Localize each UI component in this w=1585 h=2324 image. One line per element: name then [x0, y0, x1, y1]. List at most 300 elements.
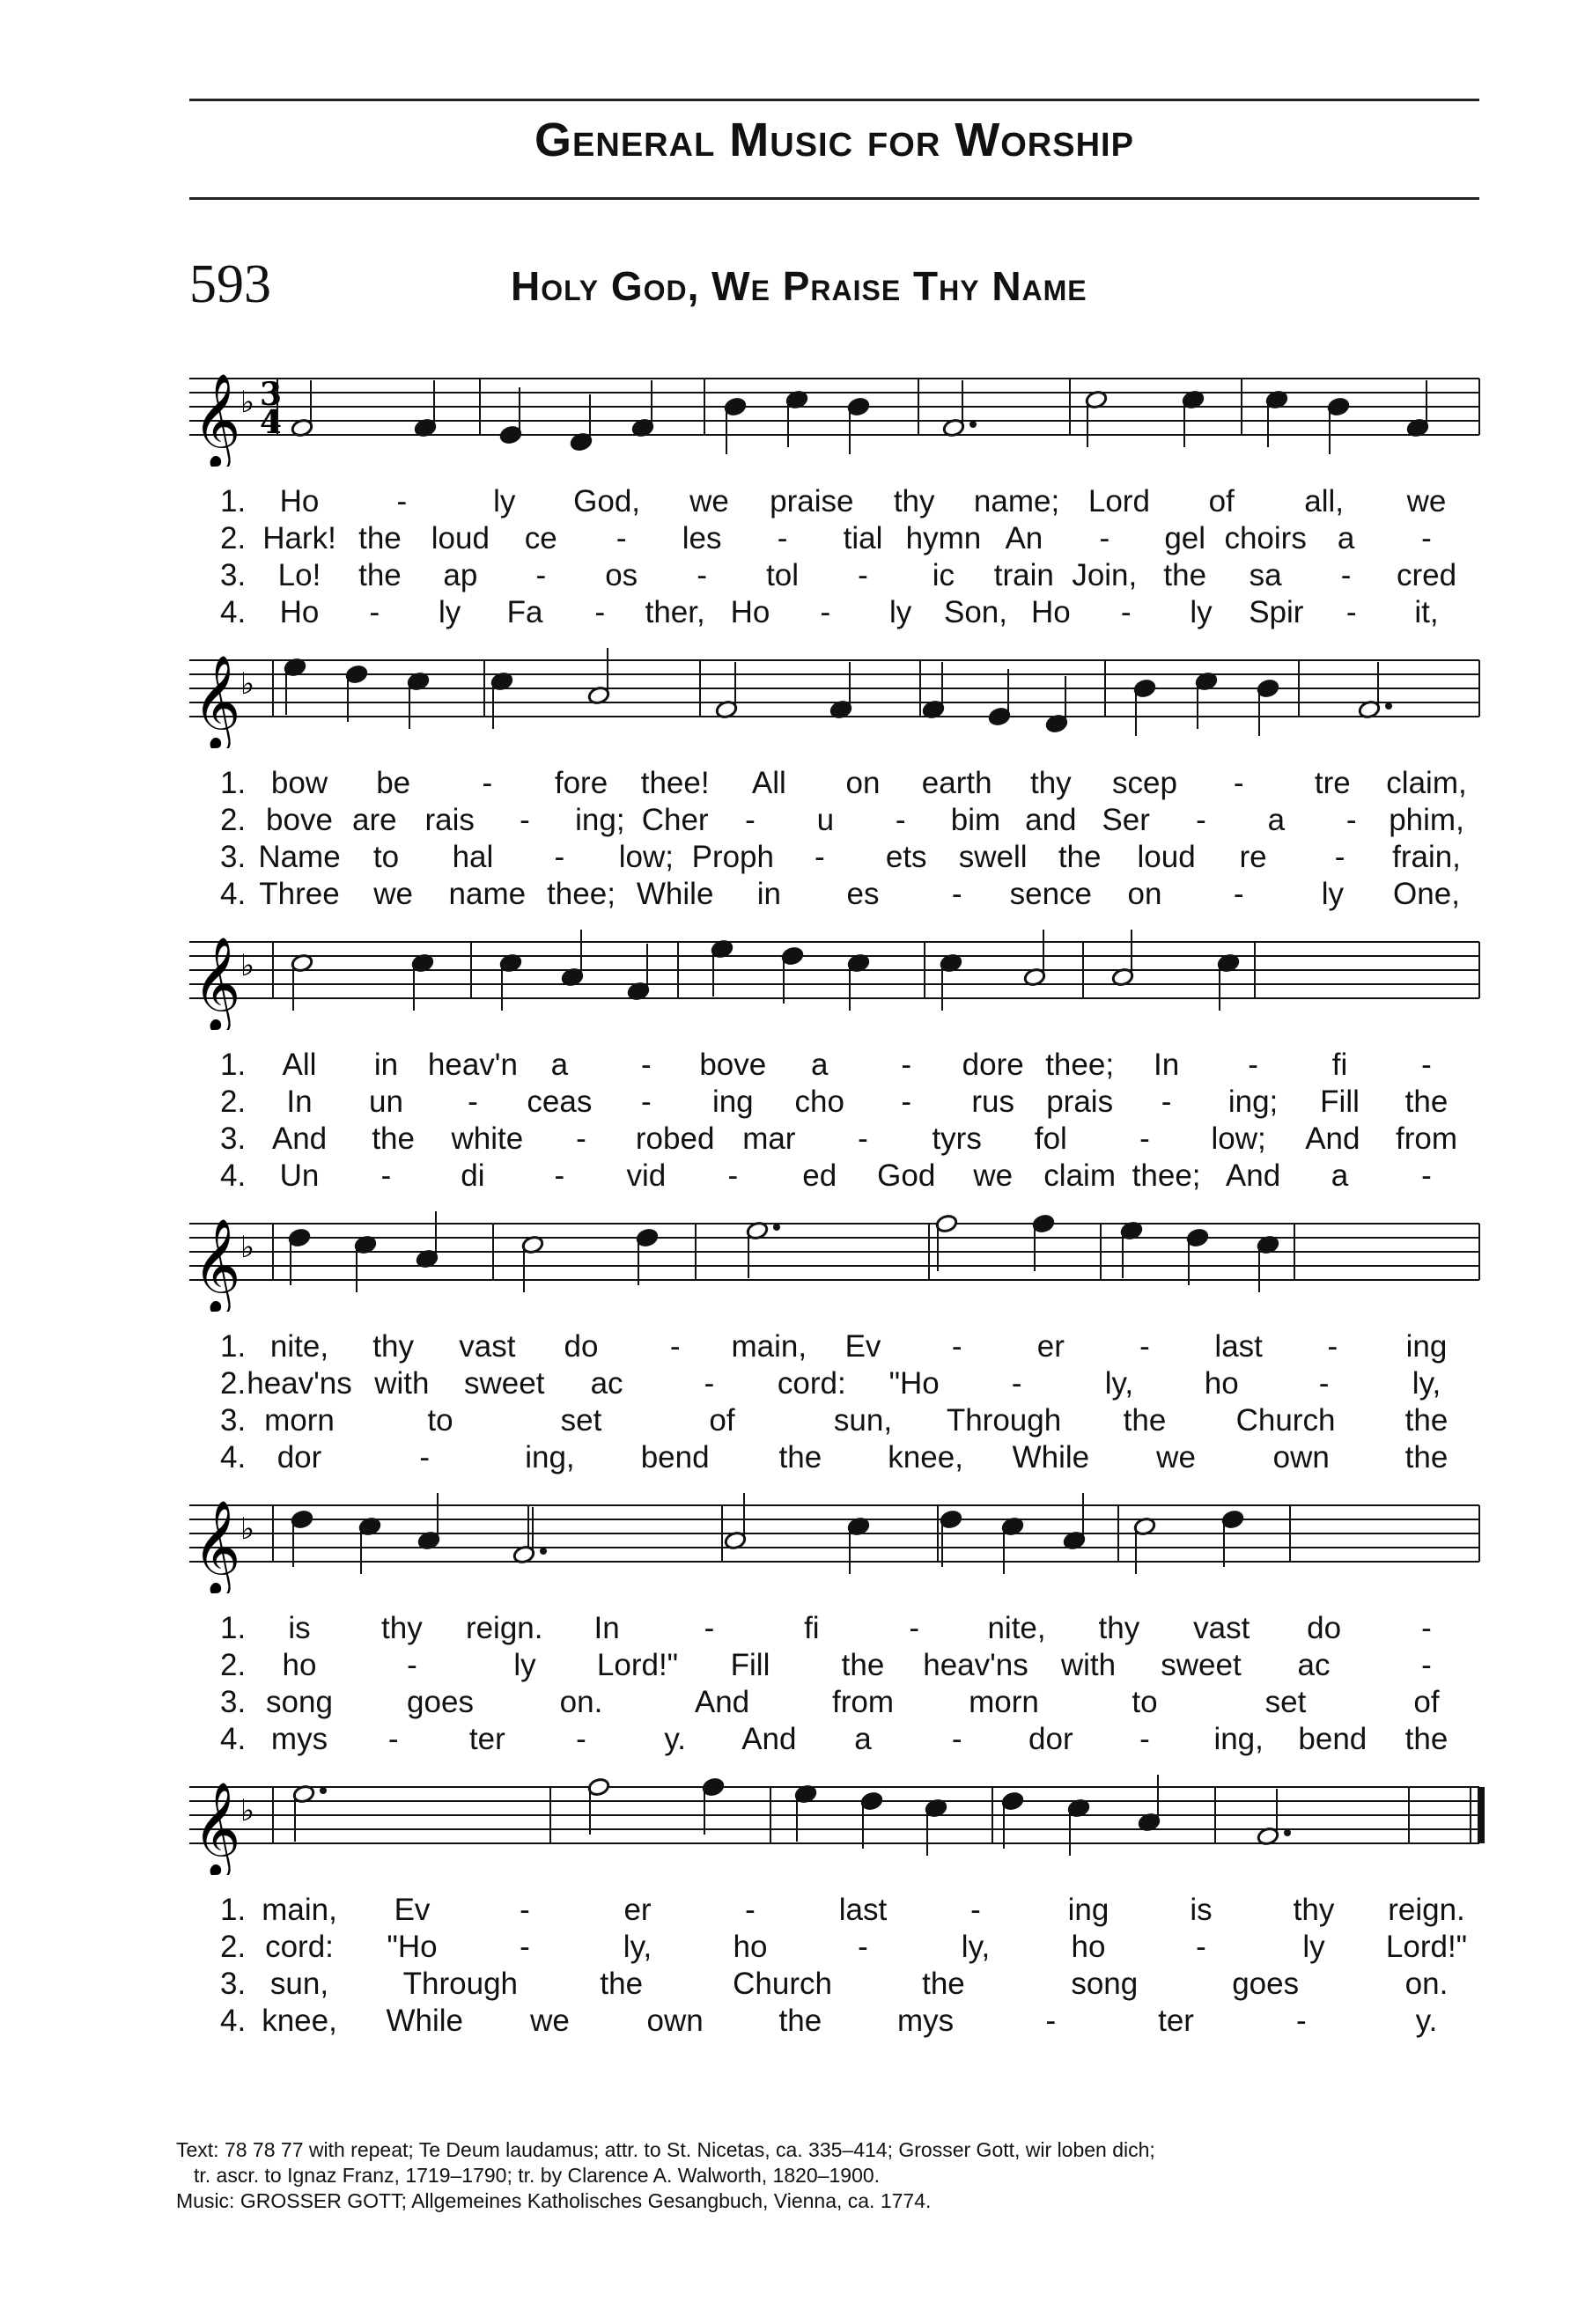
lyric-syllable: the	[1058, 840, 1102, 874]
syllable-hyphen: -	[554, 1158, 565, 1193]
syllable-hyphen: -	[1045, 2004, 1057, 2038]
lyric-syllable: While	[386, 2004, 463, 2038]
lyric-syllable: re	[1239, 840, 1267, 874]
lyric-syllable: sun,	[269, 1967, 329, 2001]
syllable-hyphen: -	[520, 1893, 530, 1927]
lyric-syllable: Fill	[1320, 1085, 1360, 1119]
verse-number: 1.	[220, 1329, 247, 1364]
staff	[189, 634, 1488, 748]
syllable-hyphen: -	[594, 595, 606, 629]
section-title: General Music for Worship	[534, 114, 1134, 166]
lyric-syllable: ac	[1297, 1648, 1331, 1682]
verse-4-line	[0, 595, 1585, 630]
lyric-syllable: hymn	[905, 521, 982, 555]
lyric-syllable: a	[854, 1722, 872, 1756]
syllable-hyphen: -	[951, 1329, 962, 1364]
verse-3-line	[0, 1967, 1585, 2002]
verse-number: 3.	[220, 558, 247, 592]
lyric-syllable: In	[593, 1611, 620, 1645]
lyric-syllable: tre	[1314, 766, 1351, 800]
syllable-hyphen: -	[858, 1930, 868, 1964]
syllable-hyphen: -	[641, 1048, 652, 1082]
lyric-syllable: nite,	[269, 1329, 329, 1364]
lyric-syllable: Hark!	[262, 521, 336, 555]
lyric-syllable: In	[1154, 1048, 1180, 1082]
syllable-hyphen: -	[576, 1122, 586, 1156]
lyric-syllable: cord:	[777, 1366, 846, 1401]
lyric-syllable: tol	[766, 558, 800, 592]
syllable-hyphen: -	[482, 766, 493, 800]
verse-number: 4.	[220, 877, 247, 911]
lyric-syllable: we	[1406, 484, 1447, 518]
syllable-hyphen: -	[1340, 558, 1352, 592]
lyric-syllable: ter	[1158, 2004, 1194, 2038]
lyric-syllable: robed	[635, 1122, 715, 1156]
lyric-syllable: un	[368, 1085, 403, 1119]
lyric-syllable: a	[1331, 1158, 1349, 1193]
syllable-hyphen: -	[909, 1611, 919, 1645]
verse-4-line	[0, 1722, 1585, 1757]
lyric-syllable: y.	[664, 1722, 686, 1756]
lyric-syllable: the	[922, 1967, 965, 2001]
verse-1-line	[0, 1048, 1585, 1083]
syllable-hyphen: -	[1139, 1722, 1150, 1756]
lyric-syllable: Ev	[394, 1893, 431, 1927]
lyric-syllable: the	[358, 521, 402, 555]
lyric-syllable: thy	[381, 1611, 423, 1645]
lyric-syllable: Through	[402, 1967, 519, 2001]
lyric-syllable: the	[600, 1967, 644, 2001]
lyric-syllable: And	[741, 1722, 797, 1756]
verse-1-line	[0, 1893, 1585, 1928]
lyric-syllable: on.	[559, 1685, 603, 1719]
lyric-syllable: les	[682, 521, 722, 555]
lyric-syllable: swell	[958, 840, 1028, 874]
lyric-syllable: thy	[893, 484, 935, 518]
verse-2-line	[0, 1085, 1585, 1120]
lyric-syllable: Through	[946, 1403, 1062, 1438]
lyric-syllable: with	[374, 1366, 430, 1401]
verse-number: 1.	[220, 1048, 247, 1082]
treble-clef-icon: 𝄞	[193, 936, 241, 1030]
syllable-hyphen: -	[901, 1048, 912, 1082]
lyric-syllable: morn	[264, 1403, 335, 1438]
lyric-syllable: ets	[885, 840, 927, 874]
lyric-syllable: cord:	[265, 1930, 334, 1964]
lyric-syllable: ic	[932, 558, 955, 592]
lyric-syllable: ly	[493, 484, 516, 518]
lyric-syllable: ly,	[961, 1930, 991, 1964]
syllable-hyphen: -	[1139, 1329, 1150, 1364]
verse-number: 3.	[220, 1967, 247, 2001]
syllable-hyphen: -	[704, 1611, 715, 1645]
lyric-syllable: thee;	[547, 877, 616, 911]
credits-text-line-2: tr. ascr. to Ignaz Franz, 1719–1790; tr. by Clarence A. Walworth, 1820–1900.	[194, 2164, 881, 2187]
lyric-syllable: we	[373, 877, 414, 911]
lyric-syllable: Spir	[1249, 595, 1304, 629]
verse-4-line	[0, 1158, 1585, 1194]
syllable-hyphen: -	[468, 1085, 478, 1119]
hymn-title: Holy God, We Praise Thy Name	[511, 263, 1087, 309]
lyric-syllable: sence	[1009, 877, 1093, 911]
lyric-syllable: it,	[1414, 595, 1439, 629]
lyric-syllable: Un	[279, 1158, 320, 1193]
lyric-syllable: on.	[1404, 1967, 1449, 2001]
lyric-syllable: dor	[276, 1440, 322, 1475]
top-rule	[189, 99, 1479, 101]
lyric-syllable: reign.	[465, 1611, 543, 1645]
lyric-syllable: to	[1132, 1685, 1158, 1719]
lyric-syllable: ly,	[1412, 1366, 1441, 1401]
lyric-syllable: Lord!"	[596, 1648, 679, 1682]
syllable-hyphen: -	[951, 877, 962, 911]
lyric-syllable: "Ho	[888, 1366, 940, 1401]
lyric-syllable: last	[838, 1893, 888, 1927]
lyric-syllable: in	[756, 877, 781, 911]
lyric-syllable: And	[1305, 1122, 1360, 1156]
verse-number: 1.	[220, 1893, 247, 1927]
lyric-syllable: sweet	[464, 1366, 545, 1401]
verse-3-line	[0, 1122, 1585, 1157]
lyric-syllable: thy	[1293, 1893, 1335, 1927]
lyric-syllable: vast	[459, 1329, 516, 1364]
lyric-syllable: is	[1190, 1893, 1213, 1927]
treble-clef-icon: 𝄞	[193, 372, 241, 467]
verse-3-line	[0, 558, 1585, 593]
lyric-syllable: main,	[262, 1893, 337, 1927]
verse-4-line	[0, 877, 1585, 912]
lyric-syllable: main,	[731, 1329, 807, 1364]
lyric-syllable: tial	[843, 521, 883, 555]
syllable-hyphen: -	[1421, 1158, 1432, 1193]
lyric-syllable: nite,	[987, 1611, 1046, 1645]
lyric-syllable: ly,	[1104, 1366, 1134, 1401]
verse-number: 4.	[220, 595, 247, 629]
final-bar-line	[1478, 1787, 1485, 1843]
treble-clef-icon: 𝄞	[193, 1781, 241, 1875]
lyric-syllable: Church	[1235, 1403, 1336, 1438]
syllable-hyphen: -	[1345, 803, 1357, 837]
lyric-syllable: the	[372, 1122, 415, 1156]
lyric-syllable: the	[841, 1648, 885, 1682]
lyric-syllable: ing	[1405, 1329, 1448, 1364]
lyric-syllable: of	[709, 1403, 735, 1438]
lyric-syllable: Proph	[691, 840, 774, 874]
lyric-syllable: ing,	[1213, 1722, 1264, 1756]
syllable-hyphen: -	[535, 558, 547, 592]
lyric-syllable: last	[1214, 1329, 1263, 1364]
lyric-syllable: Three	[259, 877, 340, 911]
lyric-syllable: Son,	[944, 595, 1007, 629]
lyric-syllable: ap	[443, 558, 478, 592]
syllable-hyphen: -	[1196, 803, 1206, 837]
lyric-syllable: knee,	[262, 2004, 337, 2038]
lyric-syllable: fol	[1034, 1122, 1067, 1156]
verse-number: 1.	[220, 766, 247, 800]
lyric-syllable: bend	[640, 1440, 710, 1475]
syllable-hyphen: -	[1421, 1048, 1432, 1082]
syllable-hyphen: -	[554, 840, 565, 874]
credits	[176, 2137, 1479, 2214]
staff	[189, 916, 1488, 1030]
syllable-hyphen: -	[1295, 2004, 1307, 2038]
verse-number: 2.	[220, 521, 247, 555]
lyric-syllable: the	[778, 2004, 822, 2038]
verse-number: 2.	[220, 1648, 247, 1682]
lyric-syllable: knee,	[888, 1440, 963, 1475]
lyric-syllable: own	[1272, 1440, 1330, 1475]
lyric-syllable: the	[358, 558, 402, 592]
syllable-hyphen: -	[1099, 521, 1110, 555]
syllable-hyphen: -	[419, 1440, 431, 1475]
lyric-syllable: mar	[742, 1122, 796, 1156]
syllable-hyphen: -	[951, 1722, 962, 1756]
lyric-syllable: ho	[1204, 1366, 1239, 1401]
lyric-syllable: sun,	[833, 1403, 893, 1438]
verse-number: 4.	[220, 1440, 247, 1475]
lyric-syllable: And	[694, 1685, 750, 1719]
syllable-hyphen: -	[704, 1366, 715, 1401]
lyric-syllable: Ev	[844, 1329, 881, 1364]
lyric-syllable: Church	[733, 1967, 832, 2001]
lyric-syllable: all,	[1304, 484, 1344, 518]
verse-number: 2.	[220, 803, 247, 837]
lyric-syllable: set	[1264, 1685, 1307, 1719]
lyric-syllable: tyrs	[932, 1122, 982, 1156]
lyric-syllable: rus	[971, 1085, 1014, 1119]
verse-1-line	[0, 1611, 1585, 1646]
lyric-syllable: While	[636, 877, 714, 911]
lyric-syllable: claim,	[1386, 766, 1467, 800]
lyric-syllable: ce	[524, 521, 557, 555]
time-signature-digit: 4	[260, 404, 283, 441]
verse-3-line	[0, 1403, 1585, 1438]
lyric-syllable: name	[448, 877, 527, 911]
lyric-syllable: is	[288, 1611, 311, 1645]
staff	[189, 352, 1488, 467]
lyric-syllable: er	[1036, 1329, 1065, 1364]
lyric-syllable: mys	[270, 1722, 328, 1756]
lyric-syllable: phim,	[1389, 803, 1464, 837]
lyric-syllable: di	[461, 1158, 485, 1193]
lyric-syllable: bow	[270, 766, 328, 800]
syllable-hyphen: -	[387, 1722, 399, 1756]
lyric-syllable: ly	[1190, 595, 1213, 629]
flat-sign-icon: ♭	[240, 1511, 255, 1547]
syllable-hyphen: -	[814, 840, 825, 874]
lyric-syllable: Ser	[1102, 803, 1150, 837]
verse-number: 2.	[220, 1366, 247, 1401]
lyric-syllable: thee;	[1132, 1158, 1201, 1193]
lyric-syllable: heav'ns	[247, 1366, 352, 1401]
lyric-syllable: heav'n	[427, 1048, 518, 1082]
lyric-syllable: a	[1337, 521, 1355, 555]
lyric-syllable: Ho	[279, 484, 320, 518]
syllable-hyphen: -	[1196, 1930, 1206, 1964]
syllable-hyphen: -	[858, 1122, 868, 1156]
syllable-hyphen: -	[1327, 1329, 1338, 1364]
lyric-syllable: song	[266, 1685, 333, 1719]
lyric-syllable: a	[550, 1048, 569, 1082]
verse-number: 4.	[220, 1722, 247, 1756]
treble-clef-icon: 𝄞	[193, 654, 241, 748]
verse-number: 2.	[220, 1930, 247, 1964]
verse-number: 4.	[220, 2004, 247, 2038]
lyric-syllable: ther,	[645, 595, 705, 629]
lyric-syllable: morn	[969, 1685, 1039, 1719]
verse-2-line	[0, 1366, 1585, 1401]
lyric-syllable: set	[560, 1403, 602, 1438]
syllable-hyphen: -	[1120, 595, 1132, 629]
lyric-syllable: ho	[282, 1648, 317, 1682]
flat-sign-icon: ♭	[240, 948, 255, 983]
lyric-syllable: low;	[618, 840, 674, 874]
lyric-syllable: thy	[1098, 1611, 1140, 1645]
lyric-syllable: u	[816, 803, 835, 837]
note-dot	[1385, 702, 1392, 710]
lyric-syllable: be	[376, 766, 411, 800]
syllable-hyphen: -	[1233, 766, 1244, 800]
lyric-syllable: Lo!	[277, 558, 321, 592]
lyric-syllable: the	[1404, 1722, 1449, 1756]
lyric-syllable: earth	[921, 766, 992, 800]
lyric-syllable: ho	[733, 1930, 768, 1964]
lyric-syllable: the	[1163, 558, 1207, 592]
lyric-syllable: the	[1123, 1403, 1167, 1438]
verse-3-line	[0, 1685, 1585, 1720]
lyric-syllable: bove	[266, 803, 333, 837]
lyric-syllable: to	[427, 1403, 453, 1438]
lyric-syllable: fi	[804, 1611, 820, 1645]
lyric-syllable: prais	[1046, 1085, 1114, 1119]
syllable-hyphen: -	[1161, 1085, 1172, 1119]
lyric-syllable: bend	[1298, 1722, 1368, 1756]
syllable-hyphen: -	[745, 1893, 756, 1927]
lyric-syllable: and	[1025, 803, 1077, 837]
credits-music-line: Music: GROSSER GOTT; Allgemeines Katholisches Gesangbuch, Vienna, ca. 1774.	[176, 2189, 932, 2212]
syllable-hyphen: -	[820, 595, 831, 629]
verse-number: 3.	[220, 1122, 247, 1156]
lyric-syllable: Fill	[730, 1648, 770, 1682]
staff	[189, 1479, 1488, 1593]
verse-4-line	[0, 2004, 1585, 2039]
lyric-syllable: thy	[372, 1329, 415, 1364]
lyric-syllable: from	[832, 1685, 894, 1719]
lyric-syllable: An	[1005, 521, 1043, 555]
lyric-syllable: reign.	[1388, 1893, 1465, 1927]
lyric-syllable: ly	[1321, 877, 1344, 911]
lyric-syllable: And	[1225, 1158, 1281, 1193]
syllable-hyphen: -	[858, 558, 868, 592]
verse-number: 1.	[220, 1611, 247, 1645]
time-signature-digit: 3	[260, 376, 283, 413]
syllable-hyphen: -	[1421, 1611, 1432, 1645]
lyric-syllable: All	[751, 766, 786, 800]
lyric-syllable: thee!	[640, 766, 710, 800]
syllable-hyphen: -	[369, 595, 380, 629]
flat-sign-icon: ♭	[240, 1793, 255, 1828]
lyric-syllable: we	[530, 2004, 570, 2038]
lyric-syllable: hal	[452, 840, 494, 874]
note-dot	[320, 1787, 327, 1794]
lyric-syllable: of	[1208, 484, 1235, 518]
lyric-syllable: with	[1060, 1648, 1117, 1682]
lyric-syllable: on	[1127, 877, 1162, 911]
lyric-syllable: bove	[699, 1048, 767, 1082]
lyric-syllable: ing	[1067, 1893, 1110, 1927]
lyric-syllable: goes	[407, 1685, 474, 1719]
syllable-hyphen: -	[1233, 877, 1244, 911]
lyric-syllable: choirs	[1224, 521, 1307, 555]
syllable-hyphen: -	[407, 1648, 417, 1682]
lyric-syllable: in	[373, 1048, 399, 1082]
syllable-hyphen: -	[970, 1893, 981, 1927]
lyric-syllable: white	[451, 1122, 524, 1156]
lyric-syllable: the	[1404, 1403, 1449, 1438]
syllable-hyphen: -	[1421, 1648, 1432, 1682]
flat-sign-icon: ♭	[240, 666, 255, 702]
verse-number: 4.	[220, 1158, 247, 1193]
lyric-syllable: While	[1012, 1440, 1090, 1475]
verse-number: 2.	[220, 1085, 247, 1119]
syllable-hyphen: -	[727, 1158, 739, 1193]
lyric-syllable: Ho	[1030, 595, 1071, 629]
syllable-hyphen: -	[895, 803, 906, 837]
title-rule	[189, 197, 1479, 200]
lyric-syllable: we	[689, 484, 729, 518]
lyric-syllable: ed	[802, 1158, 837, 1193]
lyric-syllable: loud	[1137, 840, 1196, 874]
lyric-syllable: low;	[1211, 1122, 1266, 1156]
treble-clef-icon: 𝄞	[193, 1217, 241, 1312]
syllable-hyphen: -	[901, 1085, 912, 1119]
lyric-syllable: frain,	[1392, 840, 1461, 874]
lyric-syllable: Ho	[730, 595, 770, 629]
syllable-hyphen: -	[641, 1085, 652, 1119]
lyric-syllable: a	[1267, 803, 1286, 837]
lyric-syllable: heav'ns	[923, 1648, 1028, 1682]
lyric-syllable: ter	[468, 1722, 505, 1756]
lyric-syllable: from	[1396, 1122, 1457, 1156]
lyric-syllable: Lord	[1087, 484, 1150, 518]
lyric-syllable: ac	[590, 1366, 623, 1401]
verse-4-line	[0, 1440, 1585, 1475]
lyric-syllable: y.	[1415, 2004, 1438, 2038]
syllable-hyphen: -	[1318, 1366, 1330, 1401]
flat-sign-icon: ♭	[240, 385, 255, 420]
lyric-syllable: Cher	[641, 803, 709, 837]
lyric-syllable: ly	[439, 595, 461, 629]
lyric-syllable: rais	[424, 803, 475, 837]
lyric-syllable: ing;	[575, 803, 625, 837]
syllable-hyphen: -	[520, 1930, 530, 1964]
flat-sign-icon: ♭	[240, 1230, 255, 1265]
lyric-syllable: we	[1156, 1440, 1196, 1475]
lyric-syllable: goes	[1232, 1967, 1300, 2001]
verse-2-line	[0, 1930, 1585, 1965]
syllable-hyphen: -	[1011, 1366, 1022, 1401]
lyric-syllable: do	[1307, 1611, 1342, 1645]
syllable-hyphen: -	[697, 558, 707, 592]
lyric-syllable: Fa	[506, 595, 543, 629]
lyric-syllable: All	[282, 1048, 317, 1082]
lyric-syllable: the	[1404, 1085, 1449, 1119]
lyric-syllable: song	[1071, 1967, 1139, 2001]
verse-2-line	[0, 803, 1585, 838]
credits-text-line-1: Text: 78 78 77 with repeat; Te Deum laudamus; attr. to St. Nicetas, ca. 335–414; Grosser Gott, wir loben dich;	[176, 2138, 1155, 2161]
verse-2-line	[0, 1648, 1585, 1683]
lyric-syllable: ceas	[527, 1085, 593, 1119]
